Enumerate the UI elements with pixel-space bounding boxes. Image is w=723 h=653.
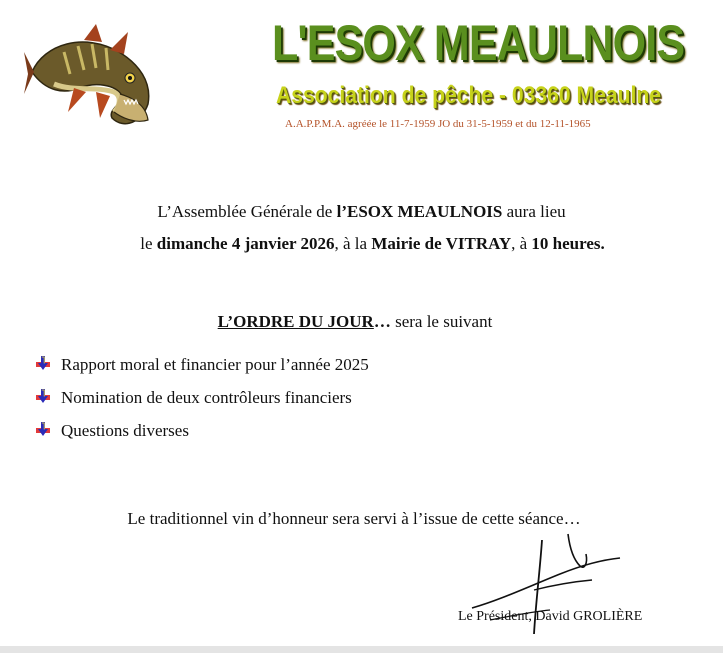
agenda-suffix: sera le suivant [390,312,493,331]
agenda-item [36,381,369,414]
agenda-item-text: Nomination de deux contrôleurs financiers [61,387,352,407]
pike-fish-icon [24,22,156,134]
intro-suffix: aura lieu [502,202,566,221]
arrow-bullet-icon [36,422,50,436]
agenda-item-text: Rapport moral et financier pour l’année 2025 [61,354,369,374]
intro-line-2 [0,234,723,254]
intro-prefix: L’Assemblée Générale de [157,202,337,221]
association-subtitle: Association de pêche - 03360 Meaulne [276,82,661,109]
time-prefix: , à [511,234,532,253]
meeting-date: dimanche 4 janvier 2026 [156,234,335,253]
agenda-heading [0,312,710,332]
agenda-item [36,348,369,381]
page-bottom-edge [0,646,723,653]
closing-remark: Le traditionnel vin d’honneur sera servi à l’issue de cette séance… [127,509,581,528]
arrow-bullet-icon [36,356,50,370]
agenda-item [36,414,369,447]
signature-caption: Le Président, David GROLIÈRE [458,609,643,624]
association-name: l’ESOX MEAULNOIS [336,202,503,221]
approval-line: A.A.P.P.M.A. agréée le 11-7-1959 JO du 31-5-1959 et du 12-11-1965 [285,118,591,130]
arrow-bullet-icon [36,389,50,403]
agenda-title: L’ORDRE DU JOUR [217,312,374,331]
date-prefix: le [140,234,157,253]
place-prefix: , à la [334,234,372,253]
agenda-list [36,348,369,447]
meeting-place: Mairie de VITRAY [371,234,512,253]
intro-line-1 [0,202,723,222]
meeting-time: 10 heures. [531,234,605,253]
agenda-ellipsis: … [373,312,391,331]
association-title: L'ESOX MEAULNOIS [272,15,685,71]
agenda-item-text: Questions diverses [61,420,189,440]
